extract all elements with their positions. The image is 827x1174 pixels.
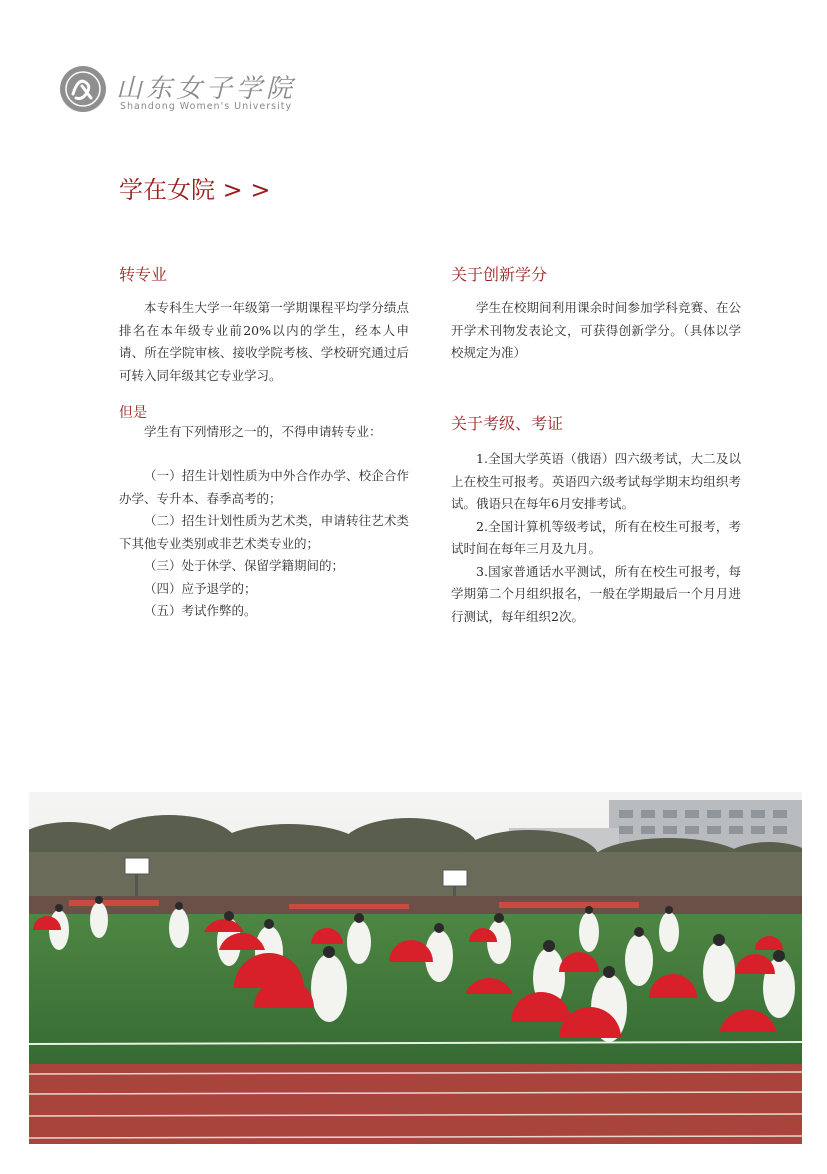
university-name-chinese: 山东女子学院 [116,74,297,104]
list-item: （三）处于休学、保留学籍期间的； [144,558,345,573]
list-item: 2.全国计算机等级考试，所有在校生可报考，考试时间在每年三月及九月。 [451,518,741,556]
list-item: 1.全国大学英语（俄语）四六级考试，大二及以上在校生可报考。英语四六级考试每学期末均组织考试。俄语只在每年6月安排考试。 [451,451,741,511]
page-title: 学在女院 > > [119,176,271,204]
heading-exams-certificates: 关于考级、考证 [451,414,564,433]
innovation-credits-body: 学生在校期间利用课余时间参加学科竞赛、在公开学术刊物发表论文，可获得创新学分。（具体以学校规定为准） [451,300,741,360]
tai-chi-fan-performance-photo [29,792,802,1144]
transfer-major-body: 本专科生大学一年级第一学期课程平均学分绩点排名在本年级专业前20%以内的学生，经本人申请、所在学院审核、接收学院考核、学校研究通过后可转入同年级其它专业学习。 [119,300,409,383]
university-name-english: Shandong Women's University [120,101,293,112]
heading-innovation-credits: 关于创新学分 [451,265,548,284]
list-item: 3.国家普通话水平测试，所有在校生可报考，每学期第二个月组织报名，一般在学期最后一个月月进行测试，每年组织2次。 [451,563,741,624]
list-item: （四）应予退学的； [144,580,257,596]
heading-transfer-major: 转专业 [119,265,168,284]
restriction-list [119,465,409,623]
list-item: （五）考试作弊的。 [144,603,257,618]
photo-illustration [29,792,802,1144]
heading-but: 但是 [119,405,147,421]
list-item: （二）招生计划性质为艺术类，申请转往艺术类下其他专业类别或非艺术类专业的； [119,513,409,551]
university-logo [58,64,297,116]
exam-list [451,448,741,628]
list-item: （一）招生计划性质为中外合作办学、校企合作办学、专升本、春季高考的； [119,468,409,506]
but-intro: 学生有下列情形之一的，不得申请转专业： [144,424,382,439]
university-emblem-icon [58,64,108,114]
